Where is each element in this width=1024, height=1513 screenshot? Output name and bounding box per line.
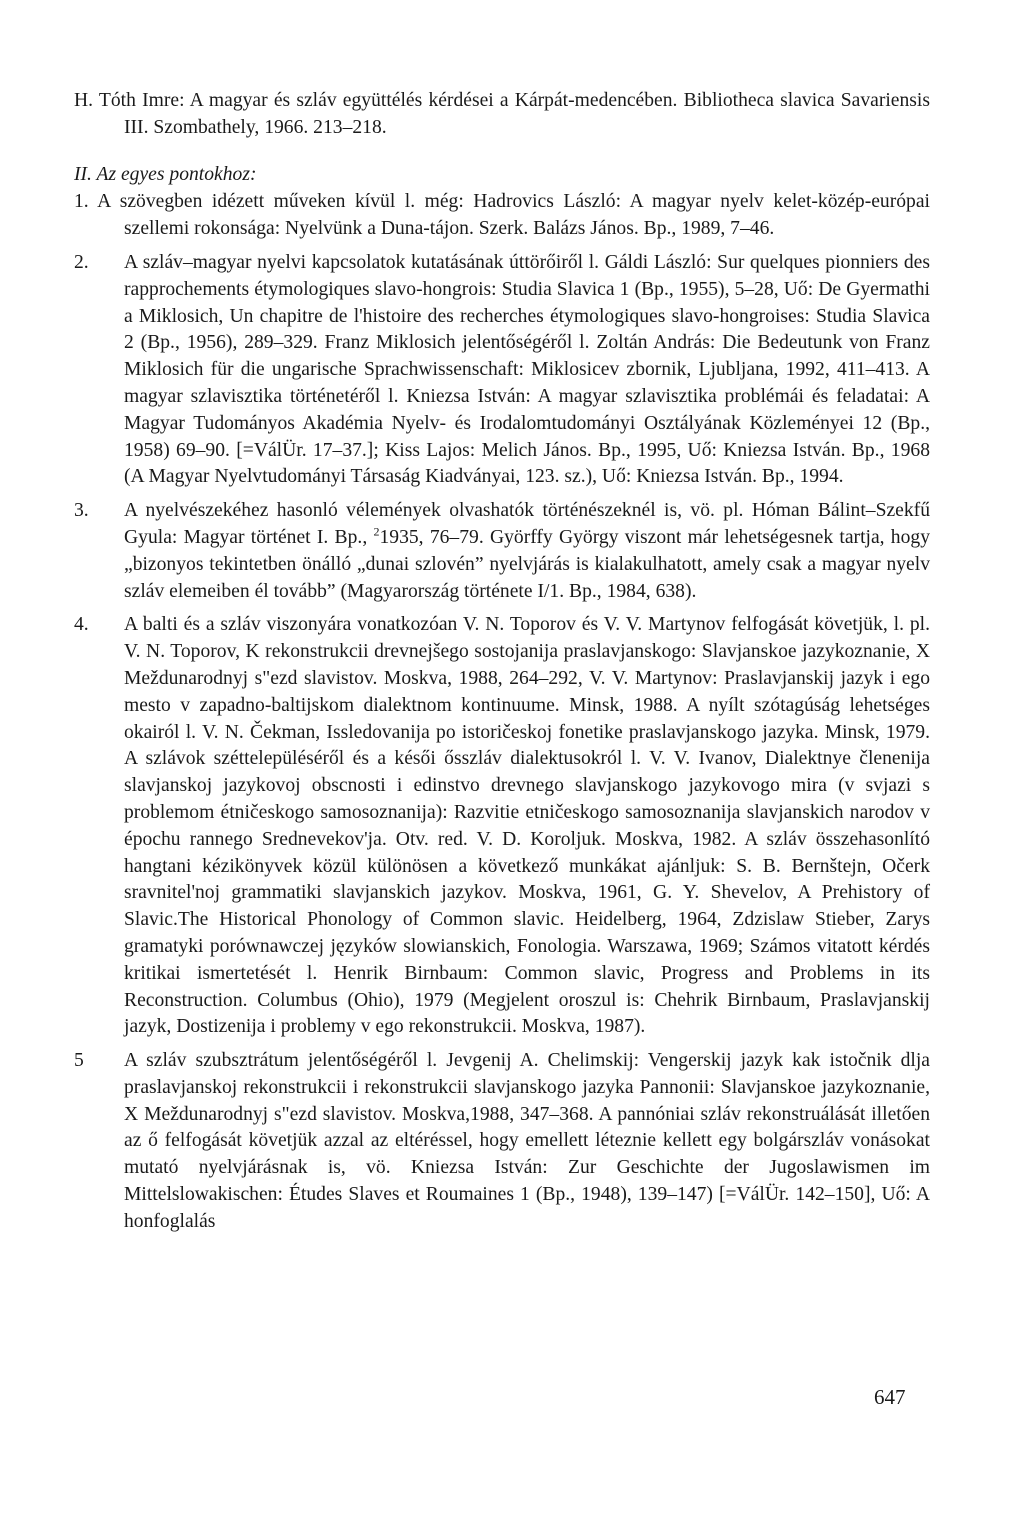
note-2 (74, 250, 930, 491)
note-text-part: A nyelvészekéhez hasonló vélemények olvashatók történészeknél is, vö. pl. Hóman Bálint–Szekfű Gyula: Magyar történet I. Bp., (124, 500, 930, 548)
note-4 (74, 612, 930, 1041)
note-number: 1. (74, 191, 89, 213)
note-text: A szláv szubsztrátum jelentőségéről l. Jevgenij A. Chelimskij: Vengerskij jazyk kak istočnik dlja praslavjanskoj rekonstrukcii i rekonstrukcii slavjanskogo jazyka Pannonii: Slavjanskoe jazykoznanie, X Meždunarodnyj s"ezd slavistov. Moskva,1988, 347–368. A pannóniai szláv rekonstruálását illetően az ő felfogását követjük azzal az eltéréssel, hogy emellett léteznie kellett egy bolgárszláv vonásokat mutató nyelvjárásnak is, vö. Kniezsa István: Zur Geschichte der Jugoslawismen im Mittelslowakischen: Études Slaves et Roumaines 1 (Bp., 1948), 139–147) [=VálÜr. 142–150], Uő: A honfoglalás (124, 1050, 930, 1232)
note-3 (74, 498, 930, 605)
section-title: II. Az egyes pontokhoz: (74, 163, 257, 185)
note-text (124, 498, 930, 605)
page-number: 647 (874, 1385, 906, 1409)
note-number: 5 (74, 1050, 84, 1072)
note-text: A szláv–magyar nyelvi kapcsolatok kutatásának úttörőiről l. Gáldi László: Sur quelques pionniers des rapprochements étymologiques slavo-hongrois: Studia Slavica 1 (Bp., 1955), 5–28, Uő: De Gyermathi a Miklosich, Un chapitre de l'histoire des recherches étymologiques slavo-hongroises: Studia Slavica 2 (Bp., 1956), 289–329. Franz Miklosich jelentőségéről l. Zoltán András: Die Bedeutunk von Franz Miklosich für die ungarische Sprachwissenschaft: Miklosicev zbornik, Ljubljana, 1992, 411–413. A magyar szlavisztika történetéről l. Kniezsa István: A magyar szlavisztika problémái és feladatai: A Magyar Tudományos Akadémia Nyelv- és Irodalomtudományi Osztályának Közleményei 12 (Bp., 1958) 69–90. [=VálÜr. 17–37.]; Kiss Lajos: Melich János. Bp., 1995, Uő: Kniezsa István. Bp., 1968 (A Magyar Nyelvtudományi Társaság Kiadványai, 123. sz.), Uő: Kniezsa István. Bp., 1994. (124, 251, 930, 488)
top-reference: H. Tóth Imre: A magyar és szláv együttélés kérdései a Kárpát-medencében. Bibliotheca slavica Savariensis III. Szombathely, 1966. 213–218. (74, 90, 930, 138)
note-text-part: 1935, 76–79. Györffy György viszont már lehetségesnek tartja, hogy „bizonyos tekintetben önálló „dunai szlovén” nyelvjárás is kialakulhatott, amely csak a magyar nyelv szláv elemeiben él tovább” (Magyarország története I/1. Bp., 1984, 638). (124, 526, 930, 602)
note-1 (74, 189, 930, 243)
note-5 (74, 1048, 930, 1236)
note-number: 3. (74, 500, 89, 522)
note-text: A szövegben idézett műveken kívül l. még: Hadrovics László: A magyar nyelv kelet-közép-európai szellemi rokonsága: Nyelvünk a Duna-tájon. Szerk. Balázs János. Bp., 1989, 7–46. (97, 191, 930, 240)
edition-superscript: 2 (373, 524, 380, 539)
note-number: 2. (74, 251, 89, 273)
document-page (74, 88, 930, 1243)
note-number: 4. (74, 614, 89, 636)
note-text: A balti és a szláv viszonyára vonatkozóan V. N. Toporov és V. V. Martynov felfogását követjük, l. pl. V. N. Toporov, K rekonstrukcii drevnejšego sostojanija praslavjanskogo: Slavjanskoe jazykoznanie, X Meždunarodnyj s"ezd slavistov. Moskva, 1988, 264–292, V. V. Martynov: Praslavjanskij jazyk i ego mesto v zapadno-baltijskom dialektnom kontinuume. Minsk, 1988. A nyílt szótagúság lehetséges okairól l. V. N. Čekman, Issledovanija po istoričeskoj fonetike praslavjanskogo jazyka. Minsk, 1979. A szlávok széttelepüléséről és a késői ősszláv dialektusokról l. V. V. Ivanov, Dialektnye členenija slavjanskoj jazykovoj obscnosti i edinstvo drevnego slavjanskogo jazykovogo mira (v svjazi s problemom étničeskogo samosoznanija): Razvitie etničeskogo samosoznanija slavjanskich narodov v épochu rannego Srednevekov'ja. Otv. red. V. D. Koroljuk. Moskva, 1982. A szláv összehasonlító hangtani kézikönyvek közül különösen a következő munkákat ajánljuk: S. B. Bernštejn, Očerk sravnitel'noj grammatiki slavjanskich jazykov. Moskva, 1961, G. Y. Shevelov, A Prehistory of Slavic.The Historical Phonology of Common slavic. Heidelberg, 1964, Zdzislaw Stieber, Zarys gramatyki porównawczej języków slowianskich, Fonologia. Warszawa, 1969; Számos vitatott kérdés kritikai ismertetését l. Henrik Birnbaum: Common slavic, Progress and Problems in its Reconstruction. Columbus (Ohio), 1979 (Megjelent oroszul is: Chehrik Birnbaum, Praslavjanskij jazyk, Dostizenija i problemy v ego rekonstrukcii. Moskva, 1987). (124, 614, 930, 1038)
